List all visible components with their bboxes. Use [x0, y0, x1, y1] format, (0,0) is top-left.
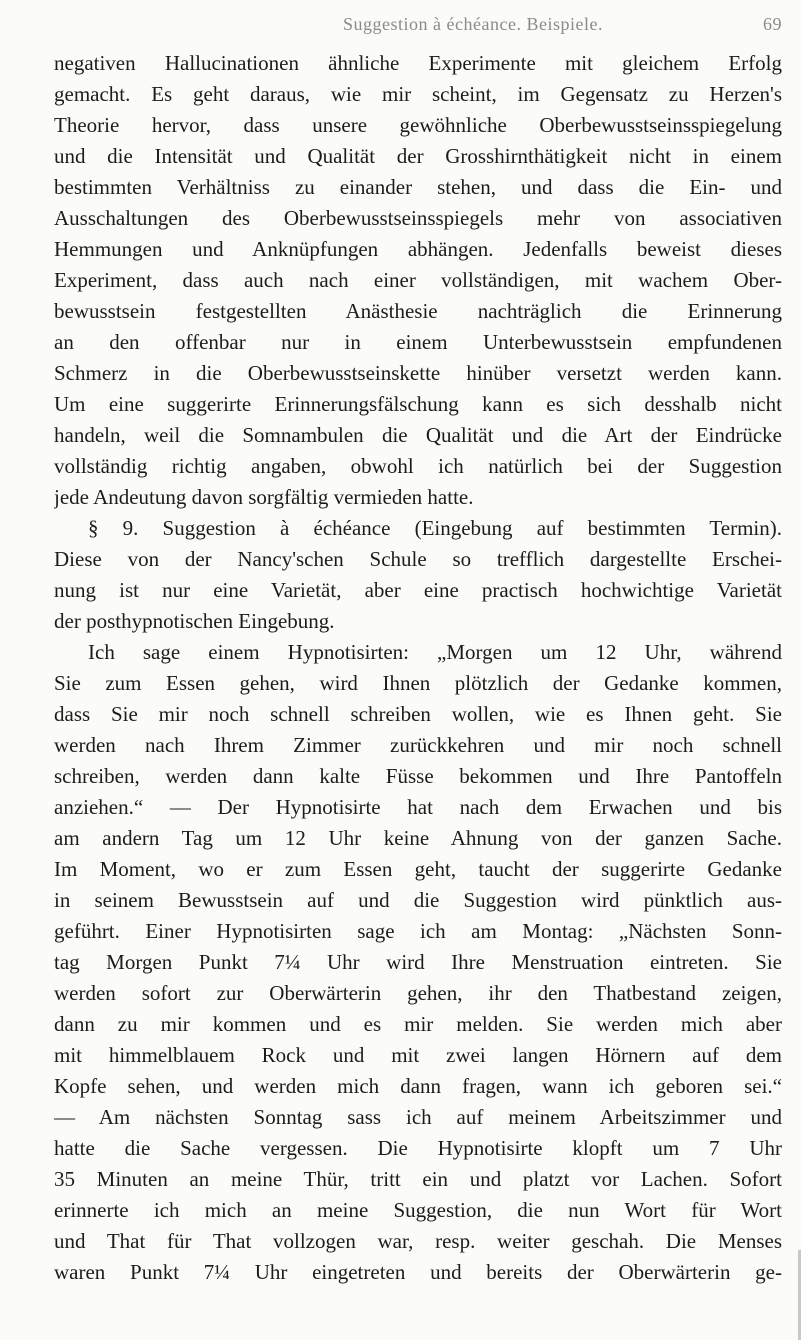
text-line: handeln, weil die Somnambulen die Qualität und die Art der Eindrücke — [54, 423, 782, 447]
text-line: bestimmten Verhältniss zu einander stehen, und dass die Ein- und — [54, 175, 782, 199]
text-line: am andern Tag um 12 Uhr keine Ahnung von der ganzen Sache. — [54, 826, 782, 850]
text-line: 35 Minuten an meine Thür, tritt ein und platzt vor Lachen. Sofort — [54, 1167, 782, 1191]
text-line: Kopfe sehen, und werden mich dann fragen, wann ich geboren sei.“ — [54, 1074, 782, 1098]
text-line: tag Morgen Punkt 7¼ Uhr wird Ihre Menstruation eintreten. Sie — [54, 950, 782, 974]
text-line: und die Intensität und Qualität der Grosshirnthätigkeit nicht in einem — [54, 144, 782, 168]
text-line: Diese von der Nancy'schen Schule so trefflich dargestellte Erschei- — [54, 547, 782, 571]
text-line: der posthypnotischen Eingebung. — [54, 609, 335, 633]
text-line: vollständig richtig angaben, obwohl ich natürlich bei der Suggestion — [54, 454, 782, 478]
text-line: mit himmelblauem Rock und mit zwei langen Hörnern auf dem — [54, 1043, 782, 1067]
text-line: Um eine suggerirte Erinnerungsfälschung kann es sich desshalb nicht — [54, 392, 782, 416]
text-line: — Am nächsten Sonntag sass ich auf meinem Arbeitszimmer und — [54, 1105, 782, 1129]
text-line: bewusstsein festgestellten Anästhesie nachträglich die Erinnerung — [54, 299, 782, 323]
page-number: 69 — [763, 14, 782, 34]
text-line: Sie zum Essen gehen, wird Ihnen plötzlich der Gedanke kommen, — [54, 671, 782, 695]
text-line: anziehen.“ — Der Hypnotisirte hat nach dem Erwachen und bis — [54, 795, 782, 819]
text-line: gemacht. Es geht daraus, wie mir scheint, im Gegensatz zu Herzen's — [54, 82, 782, 106]
text-line: dass Sie mir noch schnell schreiben wollen, wie es Ihnen geht. Sie — [54, 702, 782, 726]
running-head — [54, 14, 782, 40]
text-line: erinnerte ich mich an meine Suggestion, die nun Wort für Wort — [54, 1198, 782, 1222]
text-line: jede Andeutung davon sorgfältig vermieden hatte. — [54, 485, 474, 509]
running-head-title: Suggestion à échéance. Beispiele. — [343, 14, 603, 34]
text-line: an den offenbar nur in einem Unterbewusstsein empfundenen — [54, 330, 782, 354]
text-line: Hemmungen und Anknüpfungen abhängen. Jedenfalls beweist dieses — [54, 237, 782, 261]
text-line: schreiben, werden dann kalte Füsse bekommen und Ihre Pantoffeln — [54, 764, 782, 788]
text-line: in seinem Bewusstsein auf und die Suggestion wird pünktlich aus- — [54, 888, 782, 912]
text-line: Ausschaltungen des Oberbewusstseinsspiegels mehr von associativen — [54, 206, 782, 230]
text-line: dann zu mir kommen und es mir melden. Sie werden mich aber — [54, 1012, 782, 1036]
text-line: nung ist nur eine Varietät, aber eine practisch hochwichtige Varietät — [54, 578, 782, 602]
text-line: geführt. Einer Hypnotisirten sage ich am Montag: „Nächsten Sonn- — [54, 919, 782, 943]
text-line: werden sofort zur Oberwärterin gehen, ihr den Thatbestand zeigen, — [54, 981, 782, 1005]
text-line: Experiment, dass auch nach einer vollständigen, mit wachem Ober- — [54, 268, 782, 292]
text-line: negativen Hallucinationen ähnliche Experimente mit gleichem Erfolg — [54, 51, 782, 75]
text-line: werden nach Ihrem Zimmer zurückkehren und mir noch schnell — [54, 733, 782, 757]
text-line: Im Moment, wo er zum Essen geht, taucht der suggerirte Gedanke — [54, 857, 782, 881]
text-line: hatte die Sache vergessen. Die Hypnotisirte klopft um 7 Uhr — [54, 1136, 782, 1160]
text-line: und That für That vollzogen war, resp. weiter geschah. Die Menses — [54, 1229, 782, 1253]
text-line: Theorie hervor, dass unsere gewöhnliche Oberbewusstseinsspiegelung — [54, 113, 782, 137]
text-body — [54, 48, 782, 1288]
book-page — [54, 14, 782, 1288]
text-line: Ich sage einem Hypnotisirten: „Morgen um 12 Uhr, während — [88, 640, 782, 664]
text-line: waren Punkt 7¼ Uhr eingetreten und bereits der Oberwärterin ge- — [54, 1260, 782, 1284]
text-line: § 9. Suggestion à échéance (Eingebung auf bestimmten Termin). — [88, 516, 782, 540]
text-line: Schmerz in die Oberbewusstseinskette hinüber versetzt werden kann. — [54, 361, 782, 385]
